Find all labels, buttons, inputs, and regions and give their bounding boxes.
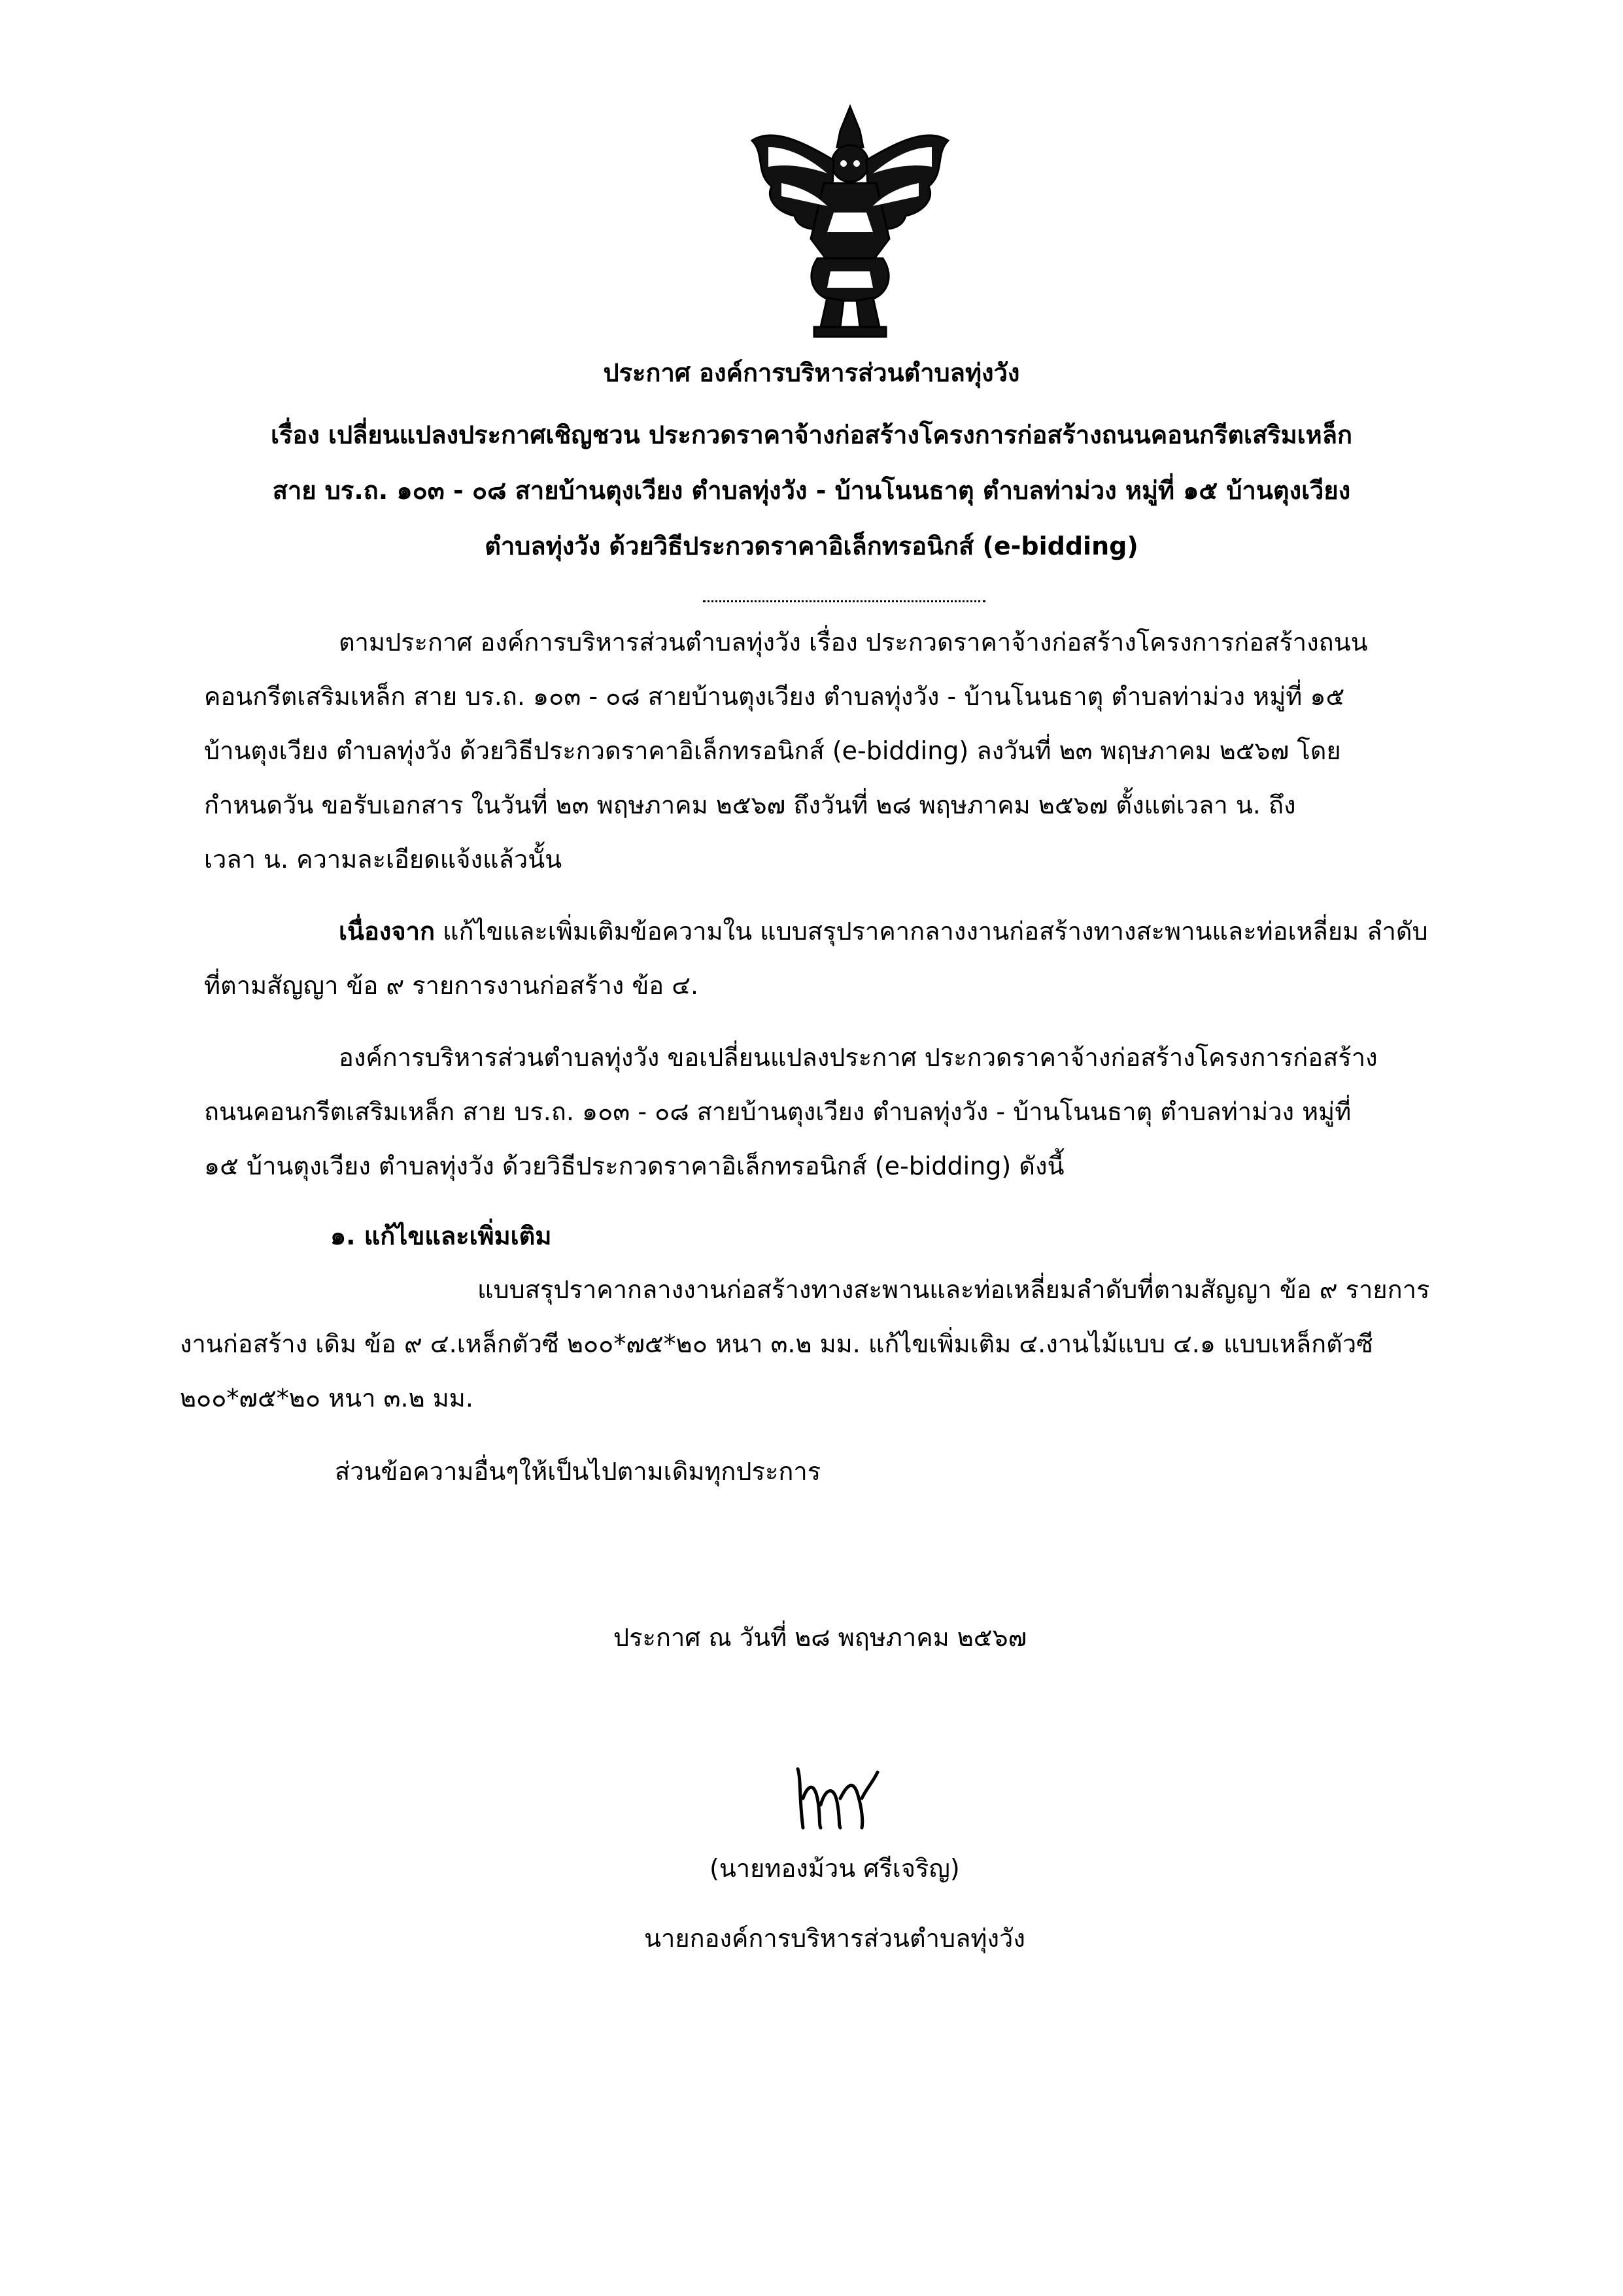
para2-lead: เนื่องจาก [339,917,435,946]
para3-line-3: ๑๕ บ้านตุงเวียง ตำบลทุ่งวัง ด้วยวิธีประกวดราคาอิเล็กทรอนิกส์ (e-bidding) ดังนี้ [204,1152,1065,1180]
para2-line-1 [339,917,1428,947]
announcement-title: ประกาศ องค์การบริหารส่วนตำบลทุ่งวัง [603,358,1020,387]
section1-heading: ๑. แก้ไขและเพิ่มเติม [330,1222,552,1250]
garuda-emblem-icon [742,101,958,340]
para1-line-4: กำหนดวัน ขอรับเอกสาร ในวันที่ ๒๓ พฤษภาคม ๒๕๖๗ ถึงวันที่ ๒๘ พฤษภาคม ๒๕๖๗ ตั้งแต่เวลา น. ถึง [204,791,1296,819]
signer-title: นายกองค์การบริหารส่วนตำบลทุ่งวัง [644,1924,1025,1953]
para1-line-1: ตามประกาศ องค์การบริหารส่วนตำบลทุ่งวัง เรื่อง ประกวดราคาจ้างก่อสร้างโครงการก่อสร้างถนน [339,628,1368,657]
subject-line-1: เรื่อง เปลี่ยนแปลงประกาศเชิญชวน ประกวดราคาจ้างก่อสร้างโครงการก่อสร้างถนนคอนกรีตเสริมเหล็ก [270,420,1353,449]
section1-line-1: แบบสรุปราคากลางงานก่อสร้างทางสะพานและท่อเหลี่ยมลำดับที่ตามสัญญา ข้อ ๙ รายการ [477,1275,1430,1304]
para1-line-5: เวลา น. ความละเอียดแจ้งแล้วนั้น [204,845,562,874]
signature-icon [785,1759,883,1834]
section1-line-2: งานก่อสร้าง เดิม ข้อ ๙ ๔.เหล็กตัวซี ๒๐๐*๗๕*๒๐ หนา ๓.๒ มม. แก้ไขเพิ่มเติม ๔.งานไม้แบบ ๔.๑ แบบเหล็กตัวซี [180,1329,1373,1358]
closing-line: ส่วนข้อความอื่นๆให้เป็นไปตามเดิมทุกประการ [335,1457,821,1486]
para1-line-2: คอนกรีตเสริมเหล็ก สาย บร.ถ. ๑๐๓ - ๐๘ สายบ้านตุงเวียง ตำบลทุ่งวัง - บ้านโนนธาตุ ตำบลท่าม่วง หมู่ที่ ๑๕ [204,682,1345,711]
section1-line-3: ๒๐๐*๗๕*๒๐ หนา ๓.๒ มม. [180,1384,473,1413]
para3-line-1: องค์การบริหารส่วนตำบลทุ่งวัง ขอเปลี่ยนแปลงประกาศ ประกวดราคาจ้างก่อสร้างโครงการก่อสร้าง [339,1043,1378,1072]
para2-text: แก้ไขและเพิ่มเติมข้อความใน แบบสรุปราคากลางงานก่อสร้างทางสะพานและท่อเหลี่ยม ลำดับ [434,917,1428,946]
date-line: ประกาศ ณ วันที่ ๒๘ พฤษภาคม ๒๕๖๗ [613,1623,1027,1652]
dotted-divider [703,600,985,602]
para1-line-3: บ้านตุงเวียง ตำบลทุ่งวัง ด้วยวิธีประกวดราคาอิเล็กทรอนิกส์ (e-bidding) ลงวันที่ ๒๓ พฤษภาคม ๒๕๖๗ โดย [204,736,1341,765]
subject-line-2: สาย บร.ถ. ๑๐๓ - ๐๘ สายบ้านตุงเวียง ตำบลทุ่งวัง - บ้านโนนธาตุ ตำบลท่าม่วง หมู่ที่ ๑๕ บ้านตุงเวียง [272,476,1351,505]
para3-line-2: ถนนคอนกรีตเสริมเหล็ก สาย บร.ถ. ๑๐๓ - ๐๘ สายบ้านตุงเวียง ตำบลทุ่งวัง - บ้านโนนธาตุ ตำบลท่าม่วง หมู่ที่ [204,1097,1352,1126]
subject-line-3: ตำบลทุ่งวัง ด้วยวิธีประกวดราคาอิเล็กทรอนิกส์ (e-bidding) [485,532,1138,560]
signer-name: (นายทองม้วน ศรีเจริญ) [709,1854,960,1883]
para2-line-2: ที่ตามสัญญา ข้อ ๙ รายการงานก่อสร้าง ข้อ ๔. [204,971,699,1000]
